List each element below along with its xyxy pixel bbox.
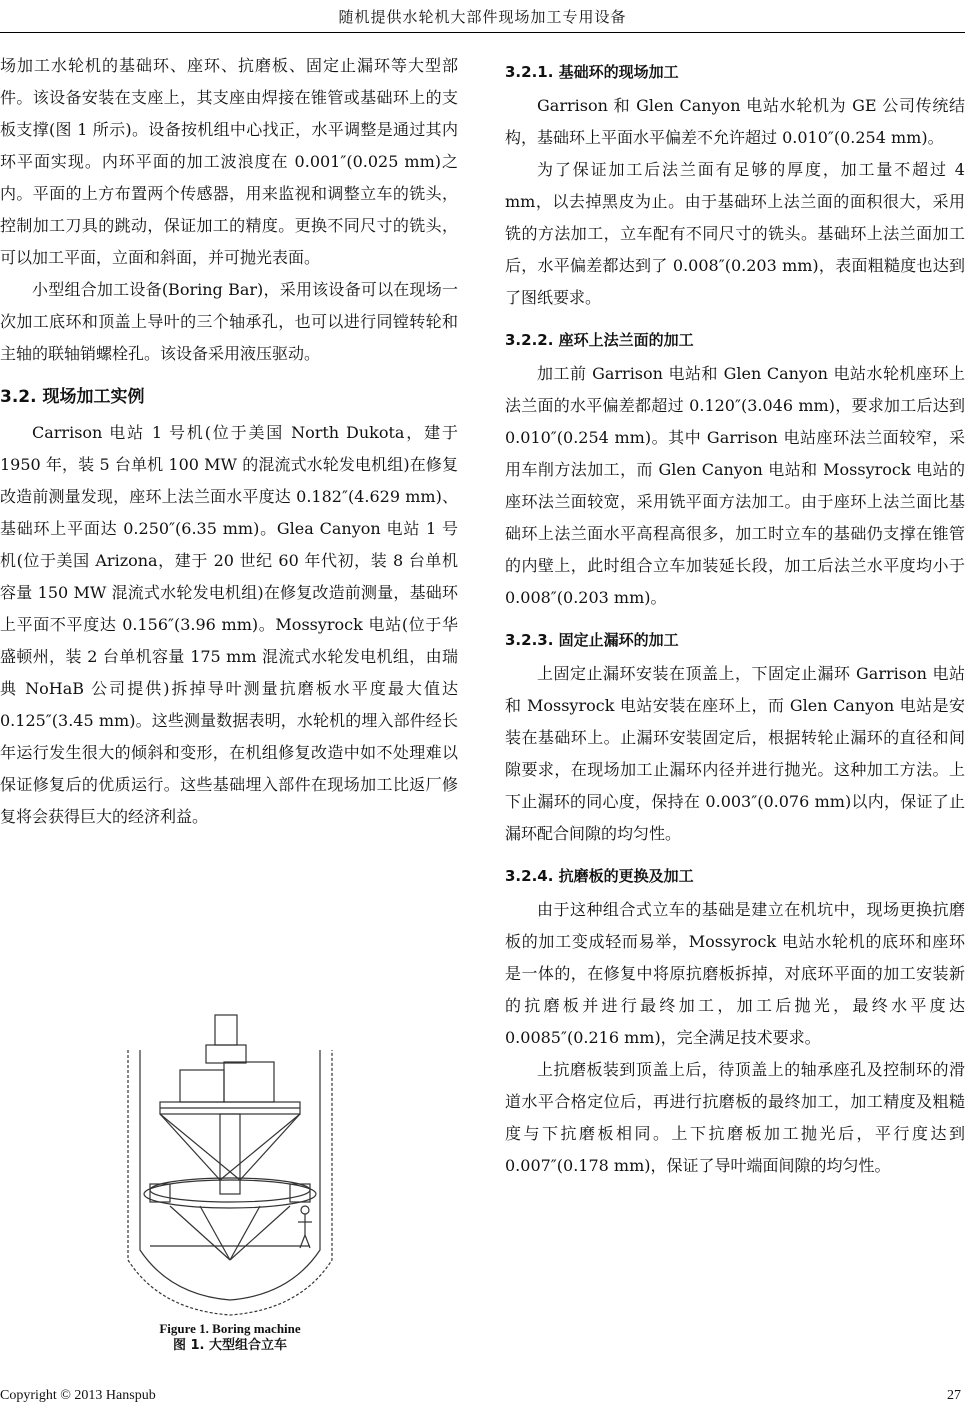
right-paragraph-6: 上抗磨板装到顶盖上后，待顶盖上的轴承座孔及控制环的滑道水平合格定位后，再进行抗磨板的最终加工，加工精度及粗糙度与下抗磨板相同。上下抗磨板加工抛光后，平行度达到 0.007″(0.178 mm)，保证了导叶端面间隙的均匀性。 xyxy=(505,1060,965,1175)
right-paragraph-5: 由于这种组合式立车的基础是建立在机坑中，现场更换抗磨板的加工变成轻而易举，Mossyrock 电站水轮机的底环和座环是一体的，在修复中将原抗磨板拆掉，对底环平面的加工安装新的抗磨板并进行最终加工，加工后抛光，最终水平度达 0.0085″(0.216 mm)，完全满足技术要求。 xyxy=(505,900,965,1047)
subsection-heading-3-2-2: 3.2.2. 座环上法兰面的加工 xyxy=(505,331,694,349)
right-paragraph-1: Garrison 和 Glen Canyon 电站水轮机为 GE 公司传统结构，基础环上平面水平偏差不允许超过 0.010″(0.254 mm)。 xyxy=(505,96,965,147)
subsection-heading-3-2-4: 3.2.4. 抗磨板的更换及加工 xyxy=(505,867,694,885)
left-column xyxy=(0,50,458,833)
boring-machine-drawing xyxy=(120,1010,340,1320)
subsection-heading-3-2-1: 3.2.1. 基础环的现场加工 xyxy=(505,63,679,81)
subsection-heading-3-2-3: 3.2.3. 固定止漏环的加工 xyxy=(505,631,679,649)
running-header: 随机提供水轮机大部件现场加工专用设备 xyxy=(338,8,627,26)
right-paragraph-2: 为了保证加工后法兰面有足够的厚度，加工量不超过 4 mm，以去掉黑皮为止。由于基础环上法兰面的面积很大，采用铣的方法加工，立车配有不同尺寸的铣头。基础环上法兰面加工后，水平偏差都达到了 0.008″(0.203 mm)，表面粗糙度也达到了图纸要求。 xyxy=(505,160,965,307)
right-paragraph-3: 加工前 Garrison 电站和 Glen Canyon 电站水轮机座环上法兰面的水平偏差都超过 0.120″(3.046 mm)，要求加工后达到 0.010″(0.254 mm)。其中 Garrison 电站座环法兰面较窄，采用车削方法加工，而 Glen Canyon 电站和 Mossyrock 电站的座环法兰面较宽，采用铣平面方法加工。由于座环上法兰面比基础环上法兰面水平高程高很多，加工时立车的基础仍支撑在锥管的内壁上，此时组合立车加装延长段，加工后法兰水平度均小于 0.008″(0.203 mm)。 xyxy=(505,364,965,607)
right-column xyxy=(505,50,965,1182)
left-paragraph-2: 小型组合加工设备(Boring Bar)，采用该设备可以在现场一次加工底环和顶盖上导叶的三个轴承孔，也可以进行同镗转轮和主轴的联轴销螺栓孔。该设备采用液压驱动。 xyxy=(0,280,458,363)
left-paragraph-1: 场加工水轮机的基础环、座环、抗磨板、固定止漏环等大型部件。该设备安装在支座上，其支座由焊接在锥管或基础环上的支板支撑(图 1 所示)。设备按机组中心找正，水平调整是通过其内环平面实现。内环平面的加工波浪度在 0.001″(0.025 mm)之内。平面的上方布置两个传感器，用来监视和调整立车的铣头，控制加工刀具的跳动，保证加工的精度。更换不同尺寸的铣头，可以加工平面，立面和斜面，并可抛光表面。 xyxy=(0,56,458,267)
header-rule xyxy=(0,32,965,33)
page-number: 27 xyxy=(947,1388,961,1403)
right-paragraph-4: 上固定止漏环安装在顶盖上，下固定止漏环 Garrison 电站和 Mossyrock 电站安装在座环上，而 Glen Canyon 电站是安装在基础环上。止漏环安装固定后，根据转轮止漏环的直径和间隙要求，在现场加工止漏环内径并进行抛光。这种加工方法。上下止漏环的同心度，保持在 0.003″(0.076 mm)以内，保证了止漏环配合间隙的均匀性。 xyxy=(505,664,965,843)
copyright-notice: Copyright © 2013 Hanspub xyxy=(0,1388,156,1403)
section-heading-3-2: 3.2. 现场加工实例 xyxy=(0,387,145,407)
figure-caption-en: Figure 1. Boring machine xyxy=(159,1321,301,1336)
figure-1 xyxy=(120,1010,340,1354)
figure-caption-cn: 图 1. 大型组合立车 xyxy=(172,1338,288,1353)
left-paragraph-3: Carrison 电站 1 号机(位于美国 North Dukota，建于 1950 年，装 5 台单机 100 MW 的混流式水轮发电机组)在修复改造前测量发现，座环上法兰面水平度达 0.182″(4.629 mm)、基础环上平面达 0.250″(6.35 mm)。Glea Canyon 电站 1 号机(位于美国 Arizona，建于 20 世纪 60 年代初，装 8 台单机容量 150 MW 混流式水轮发电机组)在修复改造前测量，基础环上平面不平度达 0.156″(3.96 mm)。Mossyrock 电站(位于华盛顿州，装 2 台单机容量 175 mm 混流式水轮发电机组，由瑞典 NoHaB 公司提供)拆掉导叶测量抗磨板水平度最大值达 0.125″(3.45 mm)。这些测量数据表明，水轮机的埋入部件经长年运行发生很大的倾斜和变形，在机组修复改造中如不处理难以保证修复后的优质运行。这些基础埋入部件在现场加工比返厂修复将会获得巨大的经济利益。 xyxy=(0,423,458,826)
